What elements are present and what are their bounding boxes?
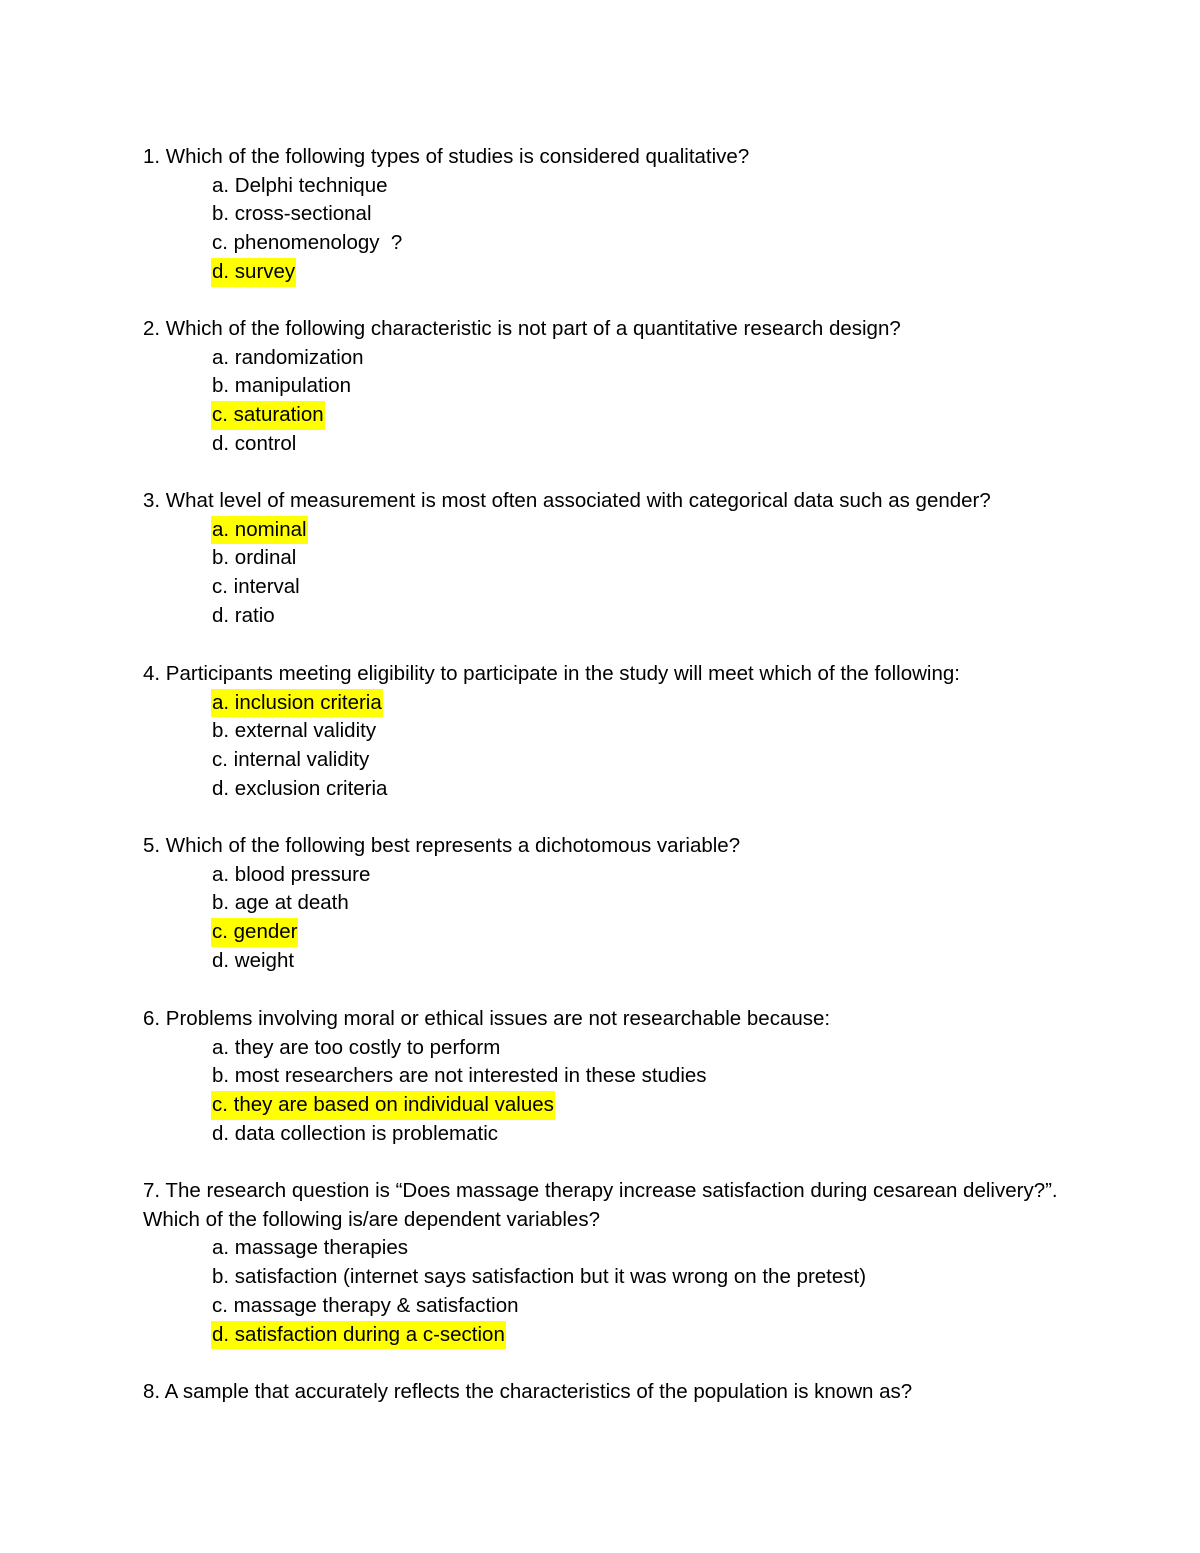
options-list [143,516,1083,631]
question-text: 6. Problems involving moral or ethical issues are not researchable because: [143,1007,831,1030]
option-c-highlighted: c. they are based on individual values [211,1091,1083,1120]
question-3 [143,487,1083,631]
question-6 [143,1005,1083,1149]
question-text: 1. Which of the following types of studies is considered qualitative? [143,145,750,168]
option-a: a. randomization [212,345,364,369]
option-d-highlighted: d. survey [211,258,1083,287]
question-text: 5. Which of the following best represents a dichotomous variable? [143,834,741,857]
option-c: c. internal validity [212,748,370,772]
question-text: 4. Participants meeting eligibility to participate in the study will meet which of the following: [143,662,960,685]
option-d: d. exclusion criteria [212,776,388,800]
option-b: b. age at death [212,891,349,915]
option-d: d. weight [212,948,295,972]
options-list [143,1234,1083,1349]
option-d-highlighted: d. satisfaction during a c-section [211,1321,1083,1350]
option-d: d. control [212,431,297,455]
option-a-highlighted: a. inclusion criteria [211,689,1083,718]
option-a: a. Delphi technique [212,173,388,197]
question-5 [143,832,1083,976]
options-list [143,344,1083,459]
question-2 [143,315,1083,459]
option-c: c. massage therapy & satisfaction [212,1293,519,1317]
option-a: a. massage therapies [212,1236,409,1260]
options-list [143,689,1083,804]
options-list [143,172,1083,287]
option-b: b. ordinal [212,546,297,570]
question-text: 3. What level of measurement is most often associated with categorical data such as gender? [143,489,991,512]
question-text: 7. The research question is “Does massage therapy increase satisfaction during cesarean delivery?”. Which of the following is/are dependent variables? [143,1179,1064,1231]
question-text: 8. A sample that accurately reflects the characteristics of the population is known as? [143,1380,913,1403]
options-list [143,861,1083,976]
question-8 [143,1378,1083,1407]
option-c-highlighted: c. gender [211,918,1083,947]
option-c-highlighted: c. saturation [211,401,1083,430]
option-b: b. cross-sectional [212,202,372,226]
question-text: 2. Which of the following characteristic is not part of a quantitative research design? [143,317,901,340]
option-b: b. most researchers are not interested in these studies [212,1064,707,1088]
option-b: b. manipulation [212,374,352,398]
option-a: a. blood pressure [212,862,371,886]
option-c: c. phenomenology ? [212,231,403,255]
option-b: b. external validity [212,719,377,743]
question-7 [143,1177,1083,1349]
option-a: a. they are too costly to perform [212,1035,501,1059]
option-d: d. data collection is problematic [212,1121,499,1145]
question-1 [143,143,1083,287]
option-b: b. satisfaction (internet says satisfaction but it was wrong on the pretest) [212,1265,867,1289]
options-list [143,1034,1083,1149]
question-4 [143,660,1083,804]
option-d: d. ratio [212,603,275,627]
option-a-highlighted: a. nominal [211,516,1083,545]
option-c: c. interval [212,575,300,599]
